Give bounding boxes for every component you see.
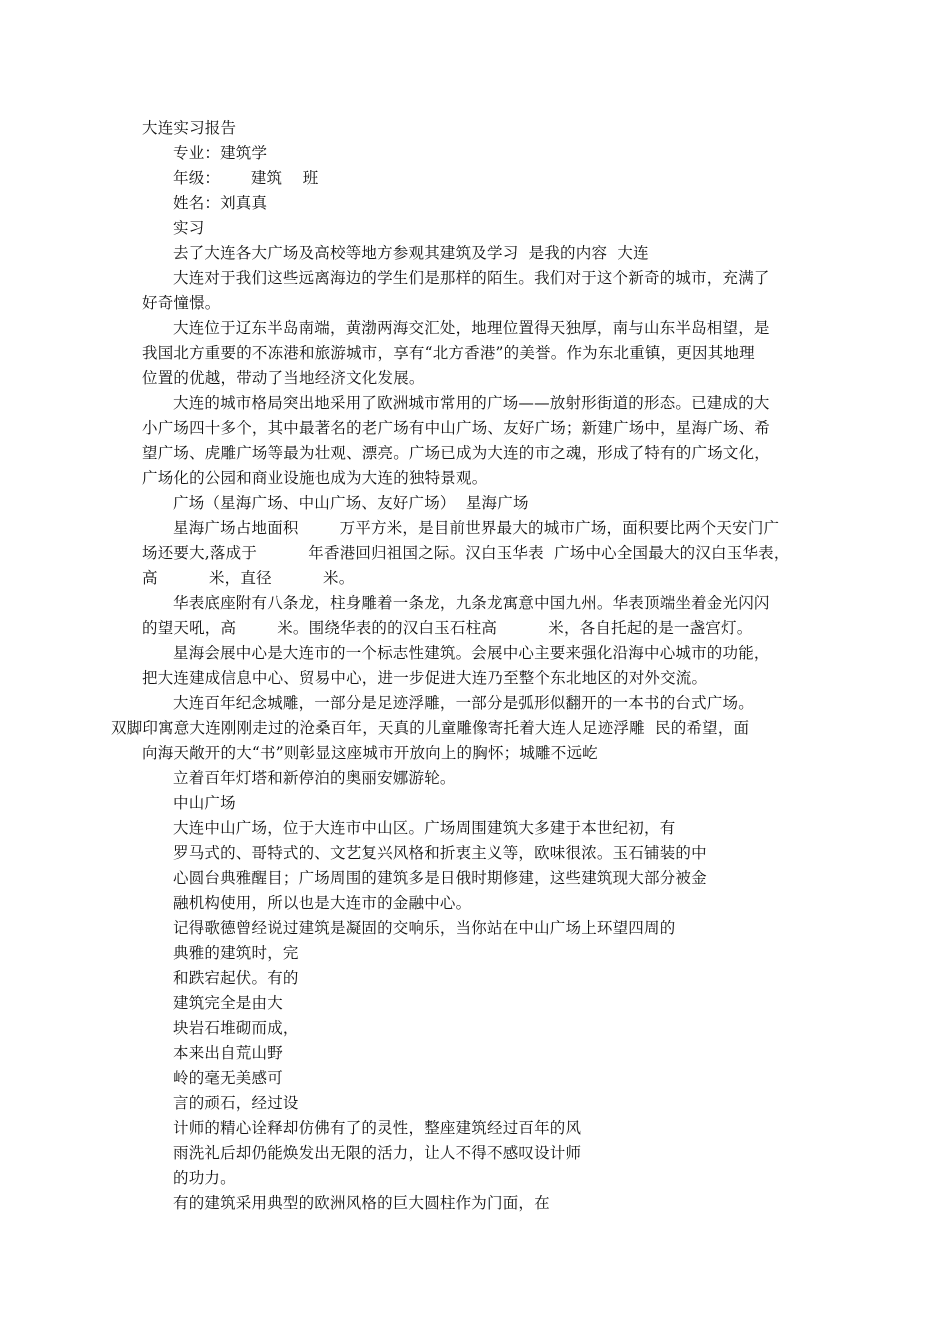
paragraph-line: 心圆台典雅醒目；广场周围的建筑多是日俄时期修建，这些建筑现大部分被金 (173, 869, 707, 887)
paragraph-line: 计师的精心诠释却仿佛有了的灵性，整座建筑经过百年的风 (173, 1119, 582, 1137)
paragraph-line: 大连中山广场，位于大连市中山区。广场周围建筑大多建于本世纪初，有 (173, 819, 676, 837)
paragraph-line: 向海天敞开的大“书”则彰显这座城市开放向上的胸怀；城雕不远屹 (142, 744, 598, 762)
paragraph-line: 高 米，直径 米。 (142, 569, 355, 587)
paragraph-line: 大连对于我们这些远离海边的学生们是那样的陌生。我们对于这个新奇的城市，充满了 (173, 269, 770, 287)
section-heading: 广场（星海广场、中山广场、友好广场） 星海广场 (173, 494, 529, 512)
internship-label: 实习 (173, 219, 205, 237)
paragraph-line: 罗马式的、哥特式的、文艺复兴风格和折衷主义等，欧味很浓。玉石铺装的中 (173, 844, 707, 862)
paragraph-line: 小广场四十多个，其中最著名的老广场有中山广场、友好广场；新建广场中，星海广场、希 (142, 419, 771, 437)
paragraph-line: 位置的优越，带动了当地经济文化发展。 (142, 369, 425, 387)
paragraph-line: 和跌宕起伏。有的 (173, 969, 299, 987)
paragraph-line: 大连百年纪念城雕，一部分是足迹浮雕，一部分是弧形似翻开的一本书的台式广场。 (173, 694, 754, 712)
paragraph-line: 言的顽石，经过设 (173, 1094, 299, 1112)
grade-line: 年级： 建筑 班 (173, 169, 319, 187)
paragraph-line: 望广场、虎雕广场等最为壮观、漂亮。广场已成为大连的市之魂，形成了特有的广场文化， (142, 444, 771, 462)
paragraph-line: 融机构使用，所以也是大连市的金融中心。 (173, 894, 472, 912)
section-heading: 中山广场 (173, 794, 236, 812)
paragraph-line: 的功力。 (173, 1169, 236, 1187)
name-line: 姓名：刘真真 (173, 194, 268, 212)
paragraph-line: 有的建筑采用典型的欧洲风格的巨大圆柱作为门面，在 (173, 1194, 550, 1212)
major-line: 专业：建筑学 (173, 144, 268, 162)
paragraph-line: 我国北方重要的不冻港和旅游城市，享有“北方香港”的美誉。作为东北重镇，更因其地理 (142, 344, 755, 362)
paragraph-line: 华表底座附有八条龙，柱身雕着一条龙，九条龙寓意中国九州。华表顶端坐着金光闪闪 (173, 594, 770, 612)
paragraph-line: 立着百年灯塔和新停泊的奥丽安娜游轮。 (173, 769, 456, 787)
paragraph-line: 的望天吼，高 米。围绕华表的的汉白玉石柱高 米，各自托起的是一盏宫灯。 (142, 619, 753, 637)
paragraph-line: 场还要大,落成于 年香港回归祖国之际。汉白玉华表 广场中心全国最大的汉白玉华表， (142, 544, 790, 562)
paragraph-line: 典雅的建筑时，完 (173, 944, 299, 962)
paragraph-line: 去了大连各大广场及高校等地方参观其建筑及学习 是我的内容 大连 (173, 244, 649, 262)
paragraph-line: 把大连建成信息中心、贸易中心，进一步促进大连乃至整个东北地区的对外交流。 (142, 669, 708, 687)
paragraph-line: 双脚印寓意大连刚刚走过的沧桑百年，天真的儿童雕像寄托着大连人足迹浮雕 民的希望，面 (111, 719, 750, 737)
paragraph-line: 星海广场占地面积 万平方米，是目前世界最大的城市广场，面积要比两个天安门广 (173, 519, 780, 537)
paragraph-line: 大连的城市格局突出地采用了欧洲城市常用的广场——放射形街道的形态。已建成的大 (173, 394, 770, 412)
paragraph-line: 大连位于辽东半岛南端，黄渤两海交汇处，地理位置得天独厚，南与山东半岛相望，是 (173, 319, 770, 337)
paragraph-line: 块岩石堆砌而成， (173, 1019, 299, 1037)
document-title: 大连实习报告 (142, 119, 237, 137)
paragraph-line: 好奇憧憬。 (142, 294, 221, 312)
paragraph-line: 建筑完全是由大 (173, 994, 283, 1012)
paragraph-line: 岭的毫无美感可 (173, 1069, 283, 1087)
paragraph-line: 本来出自荒山野 (173, 1044, 283, 1062)
paragraph-line: 雨洗礼后却仍能焕发出无限的活力，让人不得不感叹设计师 (173, 1144, 582, 1162)
paragraph-line: 星海会展中心是大连市的一个标志性建筑。会展中心主要来强化沿海中心城市的功能， (173, 644, 770, 662)
paragraph-line: 广场化的公园和商业设施也成为大连的独特景观。 (142, 469, 488, 487)
paragraph-line: 记得歌德曾经说过建筑是凝固的交响乐，当你站在中山广场上环望四周的 (173, 919, 676, 937)
